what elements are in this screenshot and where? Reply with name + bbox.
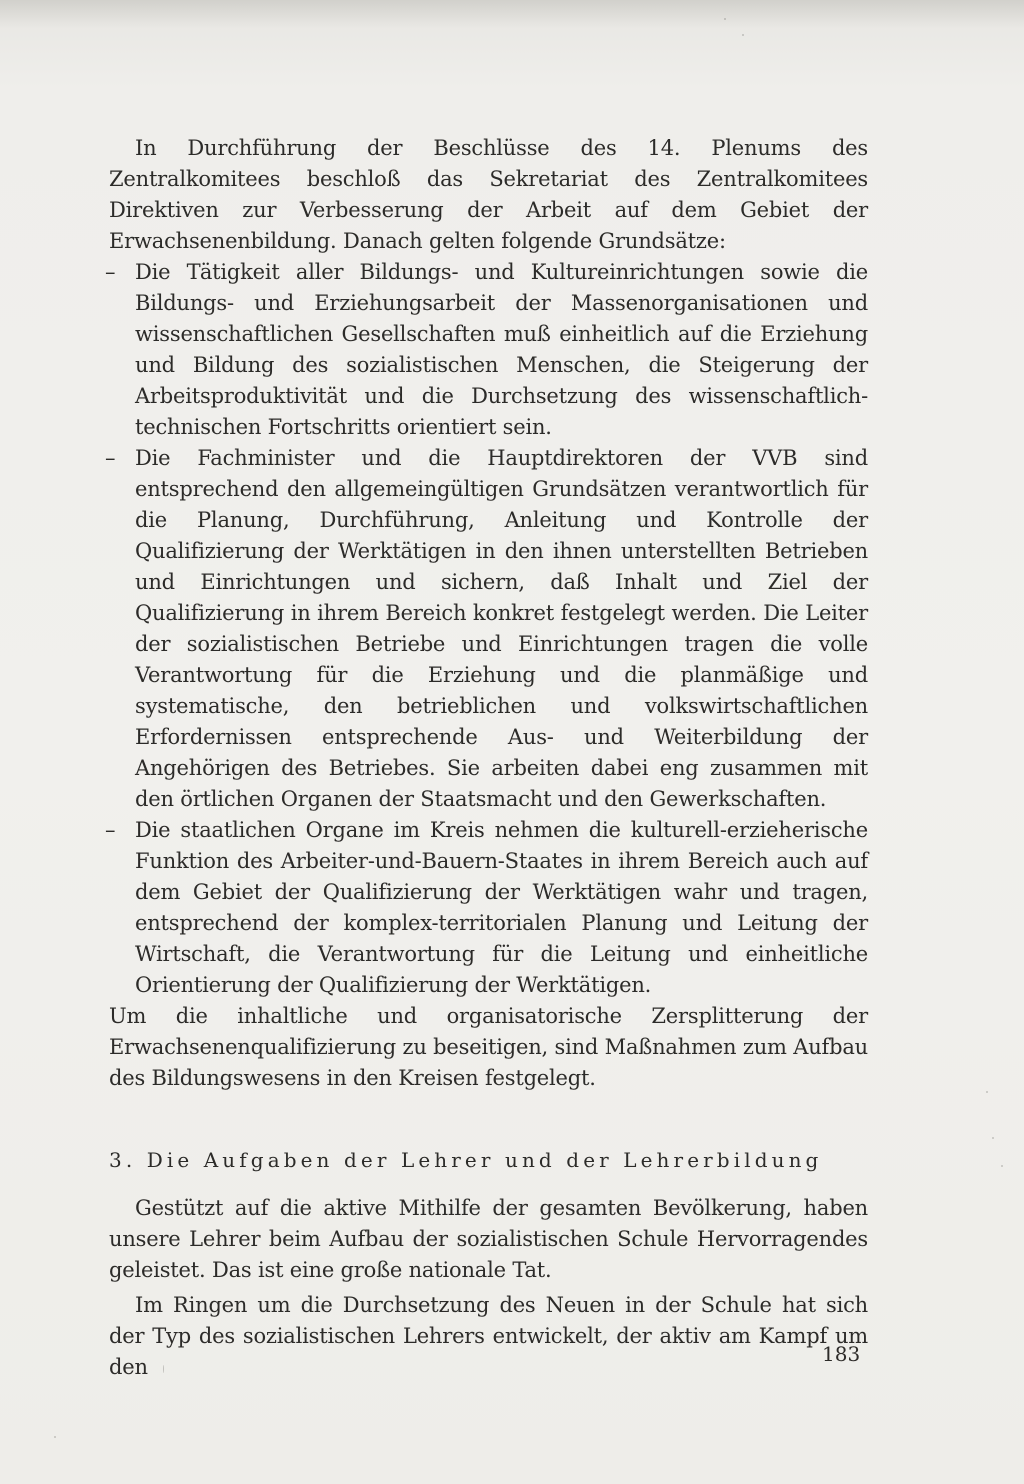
section-paragraph: Im Ringen um die Durchsetzung des Neuen in der Schule hat sich der Typ des sozialistischen Lehrers entwickelt, der aktiv am Kampf um den: [109, 1293, 868, 1379]
page-number: 183: [822, 1342, 861, 1366]
principle-text: Die Fachminister und die Hauptdirektoren der VVB sind entsprechend den allgemeingültigen Grundsätzen verantwortlich für die Planung, Durchführung, Anleitung und Kontrolle der Qualifizierung der Werktätigen in den ihnen unterstellten Betrieben und Einrichtungen und sichern, daß Inhalt und Ziel der Qualifizierung in ihrem Bereich konkret festgelegt werden. Die Leiter der sozialistischen Betriebe und Einrichtungen tragen die volle Verantwortung für die Erziehung und die planmäßige und systematische, den betrieblichen und volkswirtschaftlichen Erfordernissen entsprechende Aus- und Weiterbildung der Angehörigen des Betriebes. Sie arbeiten dabei eng zusammen mit den örtlichen Organen der Staatsmacht und den Gewerkschaften.: [135, 446, 868, 811]
scan-speckle: [1001, 1165, 1003, 1167]
intro-paragraph: In Durchführung der Beschlüsse des 14. Plenums des Zentralkomitees beschloß das Sekretariat des Zentralkomitees Direktiven zur Verbesserung der Arbeit auf dem Gebiet der Erwachsenenbildung. Danach gelten folgende Grundsätze:: [109, 136, 868, 253]
scan-speckle: [54, 1436, 56, 1438]
principle-text: Die staatlichen Organe im Kreis nehmen die kulturell-erzieherische Funktion des Arbeiter-und-Bauern-Staates in ihrem Bereich auch auf dem Gebiet der Qualifizierung der Werktätigen wahr und tragen, entsprechend der komplex-territorialen Planung und Leitung der Wirtschaft, die Verantwortung für die Leitung und einheitliche Orientierung der Qualifizierung der Werktätigen.: [135, 818, 868, 997]
principles-list: [105, 257, 868, 1001]
section-paragraph: Gestützt auf die aktive Mithilfe der gesamten Bevölkerung, haben unsere Lehrer beim Aufbau der sozialistischen Schule Hervorragendes geleistet. Das ist eine große nationale Tat.: [109, 1196, 868, 1282]
scan-speckle: [986, 1091, 988, 1093]
section-heading: 3. Die Aufgaben der Lehrer und der Lehrerbildung: [109, 1148, 823, 1172]
principle-item: [105, 815, 868, 1001]
scan-speckle: [742, 34, 744, 36]
scan-speckle: [992, 1137, 994, 1139]
scan-speckle: [724, 18, 726, 20]
dash-marker: –: [105, 446, 116, 470]
dash-marker: –: [105, 818, 116, 842]
scan-top-edge: [0, 0, 1024, 28]
closing-paragraph: Um die inhaltliche und organisatorische Zersplitterung der Erwachsenenqualifizierung zu beseitigen, sind Maßnahmen zum Aufbau des Bildungswesens in den Kreisen festgelegt.: [109, 1004, 868, 1090]
page-body: [105, 133, 868, 1383]
principle-item: [105, 257, 868, 443]
dash-marker: –: [105, 260, 116, 284]
principle-text: Die Tätigkeit aller Bildungs- und Kultureinrichtungen sowie die Bildungs- und Erziehungsarbeit der Massenorganisationen und wissenschaftlichen Gesellschaften muß einheitlich auf die Erziehung und Bildung des sozialistischen Menschen, die Steigerung der Arbeitsproduktivität und die Durchsetzung des wissenschaftlich-technischen Fortschritts orientiert sein.: [135, 260, 868, 439]
principle-item: [105, 443, 868, 815]
